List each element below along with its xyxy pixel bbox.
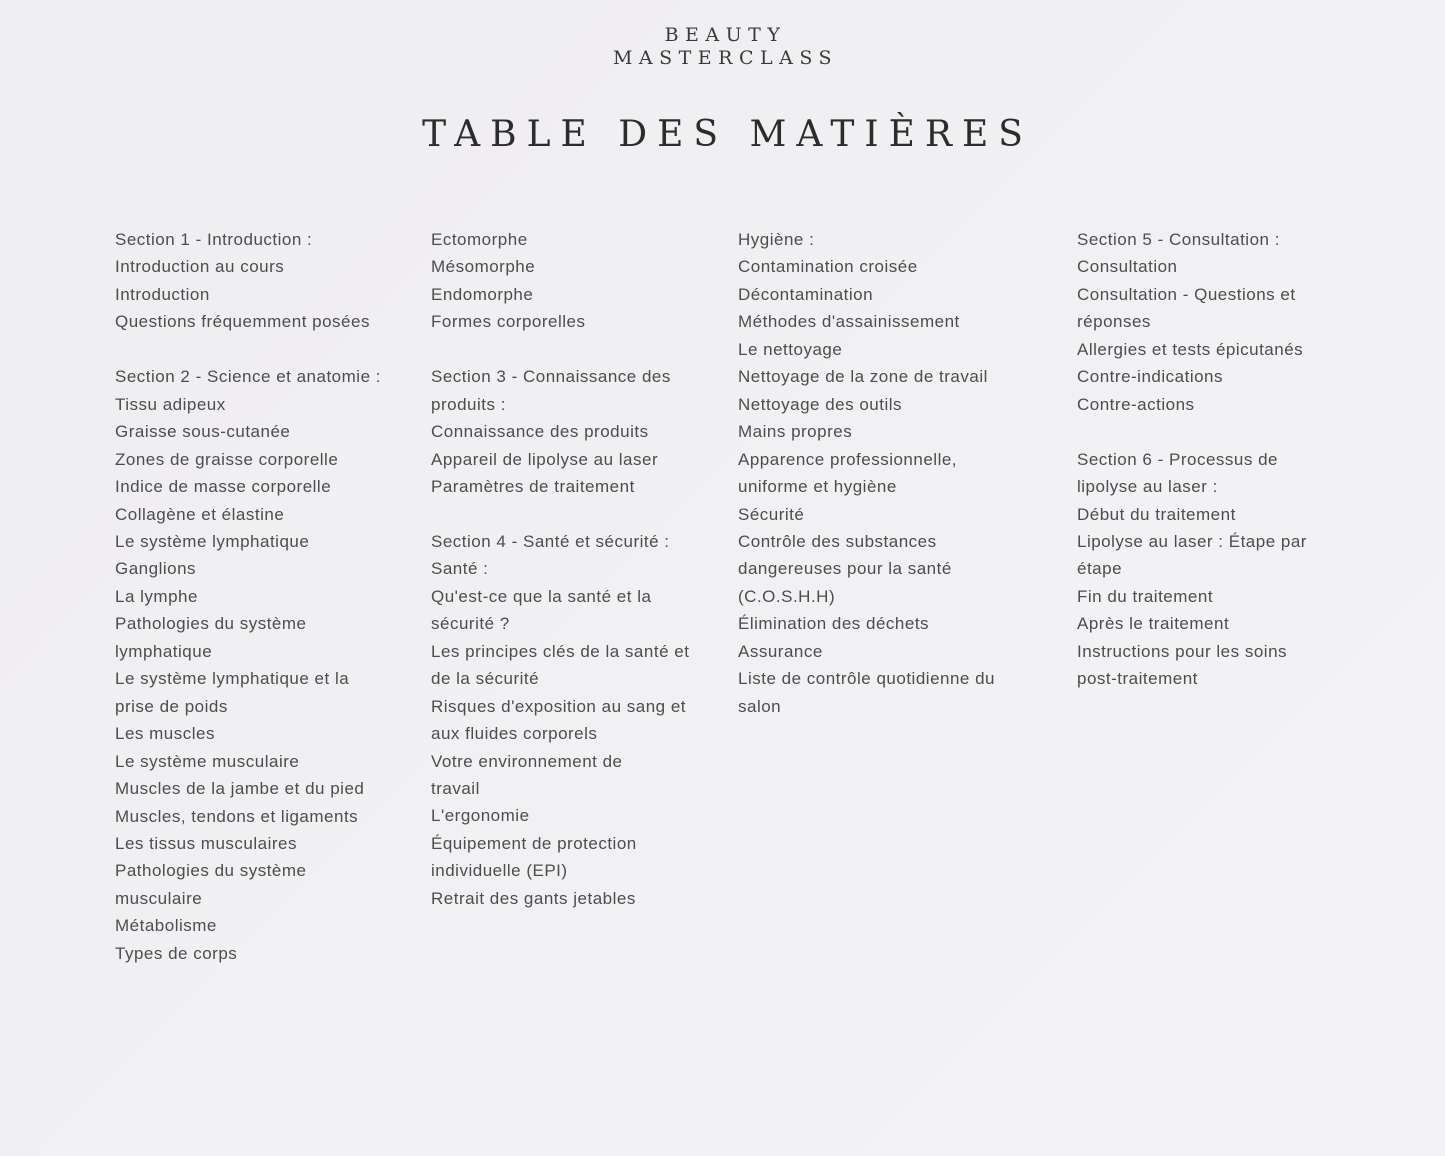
toc-entry: Équipement de protection [431, 833, 637, 853]
toc-entry: Lipolyse au laser : Étape par [1077, 531, 1307, 551]
toc-entry: Retrait des gants jetables [431, 888, 636, 908]
toc-entry: Instructions pour les soins [1077, 641, 1288, 661]
toc-entry: Santé : [431, 559, 489, 579]
toc-entry: réponses [1077, 312, 1151, 332]
toc-section-heading: Section 3 - Connaissance des [431, 367, 671, 387]
section-spacer [115, 336, 415, 363]
toc-entry: étape [1077, 559, 1123, 579]
toc-entry: lymphatique [115, 641, 213, 661]
toc-entry: L'ergonomie [431, 806, 530, 826]
toc-entry: Mésomorphe [431, 257, 536, 277]
toc-entry: Collagène et élastine [115, 504, 285, 524]
toc-entry: travail [431, 779, 480, 799]
toc-entry: Introduction au cours [115, 257, 285, 277]
toc-entry: produits : [431, 394, 506, 414]
toc-entry: Méthodes d'assainissement [738, 312, 960, 332]
toc-entry: Élimination des déchets [738, 614, 930, 634]
toc-entry: Endomorphe [431, 284, 534, 304]
toc-entry: La lymphe [115, 586, 198, 606]
toc-entry: uniforme et hygiène [738, 477, 897, 497]
toc-entry: individuelle (EPI) [431, 861, 568, 881]
toc-entry: salon [738, 696, 782, 716]
toc-entry: Fin du traitement [1077, 586, 1214, 606]
toc-entry: post-traitement [1077, 669, 1198, 689]
toc-entry: Tissu adipeux [115, 394, 226, 414]
toc-column-2 [431, 226, 721, 912]
toc-entry: aux fluides corporels [431, 724, 598, 744]
toc-entry: Paramètres de traitement [431, 477, 635, 497]
section-spacer [431, 336, 721, 363]
toc-entry: lipolyse au laser : [1077, 477, 1218, 497]
toc-entry: Après le traitement [1077, 614, 1230, 634]
toc-entry: Contrôle des substances [738, 531, 937, 551]
toc-section-heading: Section 5 - Consultation : [1077, 230, 1280, 249]
toc-column-4 [1077, 226, 1377, 693]
toc-entry: Les principes clés de la santé et [431, 641, 690, 661]
toc-entry: prise de poids [115, 696, 228, 716]
toc-column-1 [115, 226, 415, 967]
toc-entry: Qu'est-ce que la santé et la [431, 586, 652, 606]
toc-entry: Décontamination [738, 284, 874, 304]
toc-entry: Nettoyage de la zone de travail [738, 367, 988, 387]
toc-entry: Formes corporelles [431, 312, 586, 332]
toc-entry: Questions fréquemment posées [115, 312, 370, 332]
toc-entry: Contamination croisée [738, 257, 918, 277]
toc-entry: Ganglions [115, 559, 197, 579]
toc-entry: dangereuses pour la santé [738, 559, 952, 579]
toc-entry: Muscles de la jambe et du pied [115, 779, 365, 799]
toc-entry: Votre environnement de [431, 751, 623, 771]
toc-entry: Métabolisme [115, 916, 217, 936]
toc-entry: Le système lymphatique [115, 531, 310, 551]
toc-entry: Mains propres [738, 422, 853, 442]
toc-entry: Apparence professionnelle, [738, 449, 958, 469]
toc-entry: Allergies et tests épicutanés [1077, 339, 1304, 359]
toc-entry: Zones de graisse corporelle [115, 449, 339, 469]
toc-entry: Graisse sous-cutanée [115, 422, 291, 442]
toc-entry: Début du traitement [1077, 504, 1236, 524]
toc-entry: Consultation [1077, 257, 1178, 277]
brand-line-2: MASTERCLASS [612, 47, 839, 69]
toc-entry: Pathologies du système [115, 861, 307, 881]
toc-entry: Le nettoyage [738, 339, 843, 359]
toc-entry: Liste de contrôle quotidienne du [738, 669, 996, 689]
page-title: TABLE DES MATIÈRES [422, 114, 1033, 155]
toc-entry: Les muscles [115, 724, 215, 744]
toc-entry: Le système lymphatique et la [115, 669, 350, 689]
toc-entry: Assurance [738, 641, 823, 661]
toc-entry: Nettoyage des outils [738, 394, 903, 414]
toc-entry: Muscles, tendons et ligaments [115, 806, 359, 826]
toc-section-heading: Section 6 - Processus de [1077, 449, 1278, 469]
brand-line-1: BEAUTY [664, 24, 787, 46]
toc-entry: sécurité ? [431, 614, 510, 634]
toc-entry: Pathologies du système [115, 614, 307, 634]
toc-entry: Sécurité [738, 504, 805, 524]
toc-entry: Connaissance des produits [431, 422, 649, 442]
section-spacer [431, 501, 721, 528]
toc-entry: Risques d'exposition au sang et [431, 696, 687, 716]
toc-entry: (C.O.S.H.H) [738, 586, 836, 606]
toc-column-3 [738, 226, 1058, 720]
toc-entry: Hygiène : [738, 230, 815, 249]
toc-entry: Les tissus musculaires [115, 833, 298, 853]
toc-entry: Appareil de lipolyse au laser [431, 449, 659, 469]
toc-entry: Contre-indications [1077, 367, 1224, 387]
toc-entry: Ectomorphe [431, 230, 528, 249]
toc-entry: Consultation - Questions et [1077, 284, 1296, 304]
toc-section-heading: Section 2 - Science et anatomie : [115, 367, 381, 387]
section-spacer [1077, 418, 1377, 445]
toc-entry: Indice de masse corporelle [115, 477, 332, 497]
toc-section-heading: Section 4 - Santé et sécurité : [431, 531, 670, 551]
toc-section-heading: Section 1 - Introduction : [115, 230, 313, 249]
toc-entry: Le système musculaire [115, 751, 300, 771]
toc-entry: Introduction [115, 284, 210, 304]
toc-entry: musculaire [115, 888, 203, 908]
toc-entry: Types de corps [115, 943, 238, 963]
brand-logo [0, 24, 1445, 70]
toc-entry: de la sécurité [431, 669, 540, 689]
toc-entry: Contre-actions [1077, 394, 1195, 414]
